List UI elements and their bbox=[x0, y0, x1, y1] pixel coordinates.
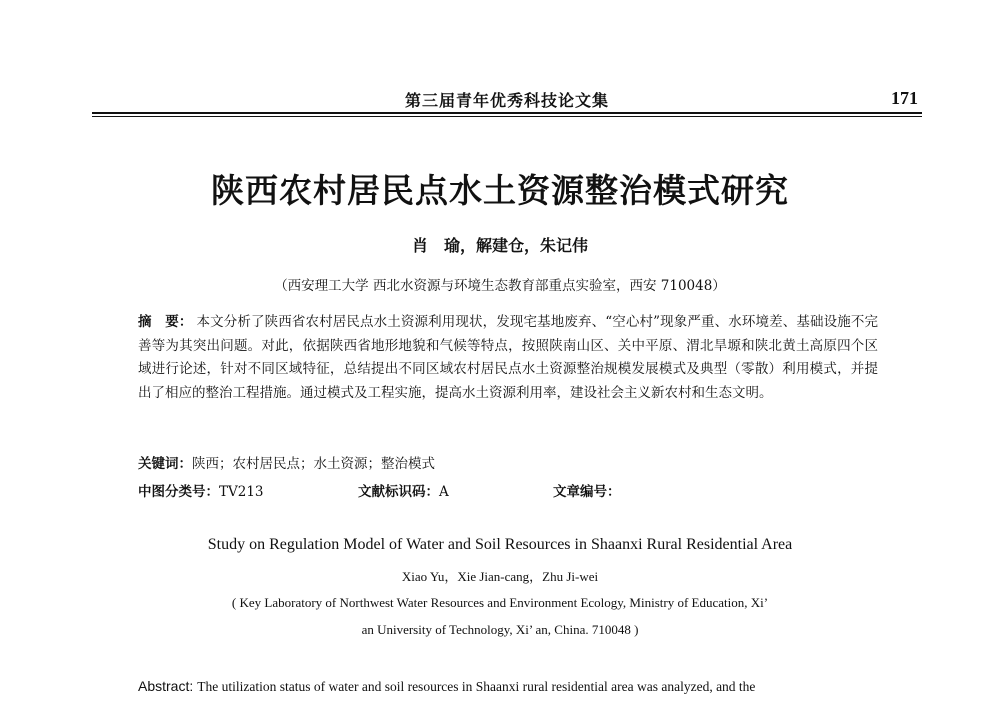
clc-value: TV213 bbox=[219, 484, 264, 500]
abstract-en-label: Abstract: bbox=[138, 678, 194, 694]
clc-number bbox=[138, 482, 264, 502]
abstract-en bbox=[138, 678, 883, 695]
abstract-en-text: The utilization status of water and soil resources in Shaanxi rural residential area was analyzed, and the bbox=[197, 679, 756, 694]
header-rule-thin bbox=[92, 116, 922, 117]
keywords-row bbox=[138, 454, 435, 474]
article-number-label: 文章编号： bbox=[553, 484, 621, 500]
document-code bbox=[358, 482, 449, 502]
authors-en: Xiao Yu，Xie Jian-cang，Zhu Ji-wei bbox=[401, 569, 599, 584]
article-number bbox=[553, 482, 621, 502]
doc-code-label: 文献标识码： bbox=[358, 484, 439, 500]
journal-name: 第三届青年优秀科技论文集 bbox=[404, 91, 609, 110]
keywords-text: 陕西；农村居民点；水土资源；整治模式 bbox=[192, 456, 435, 472]
abstract-cn bbox=[138, 311, 878, 405]
affiliation-cn: （西安理工大学 西北水资源与环境生态教育部重点实验室，西安 710048） bbox=[274, 278, 726, 294]
paper-title-en: Study on Regulation Model of Water and Soil Resources in Shaanxi Rural Residential Area bbox=[207, 536, 793, 553]
paper-title-cn: 陕西农村居民点水土资源整治模式研究 bbox=[211, 171, 789, 210]
affiliation-en-line1: ( Key Laboratory of Northwest Water Resources and Environment Ecology, Ministry of Education, Xi’ bbox=[231, 595, 769, 610]
abstract-cn-label: 摘 要： bbox=[138, 314, 193, 330]
abstract-cn-text: 本文分析了陕西省农村居民点水土资源利用现状，发现宅基地废弃、“空心村”现象严重、水环境差、基础设施不完善等为其突出问题。对此，依据陕西省地形地貌和气候等特点，按照陕南山区、关中平原、渭北旱塬和陕北黄土高原四个区域进行论述，针对不同区域特征，总结提出不同区域农村居民点水土资源整治规模发展模式及典型（零散）利用模式，并提出了相应的整治工程措施。通过模式及工程实施，提高水土资源利用率，建设社会主义新农村和生态文明。 bbox=[138, 314, 878, 401]
doc-code-value: A bbox=[439, 484, 449, 500]
page-number: 171 bbox=[891, 88, 918, 108]
clc-label: 中图分类号： bbox=[138, 484, 219, 500]
authors-cn: 肖 瑜，解建仓，朱记伟 bbox=[411, 236, 588, 255]
header-rule-thick bbox=[92, 112, 922, 114]
running-header bbox=[92, 88, 922, 110]
keywords-label: 关键词： bbox=[138, 456, 192, 472]
affiliation-en-line2: an University of Technology, Xi’ an, China. 710048 ) bbox=[361, 622, 639, 637]
